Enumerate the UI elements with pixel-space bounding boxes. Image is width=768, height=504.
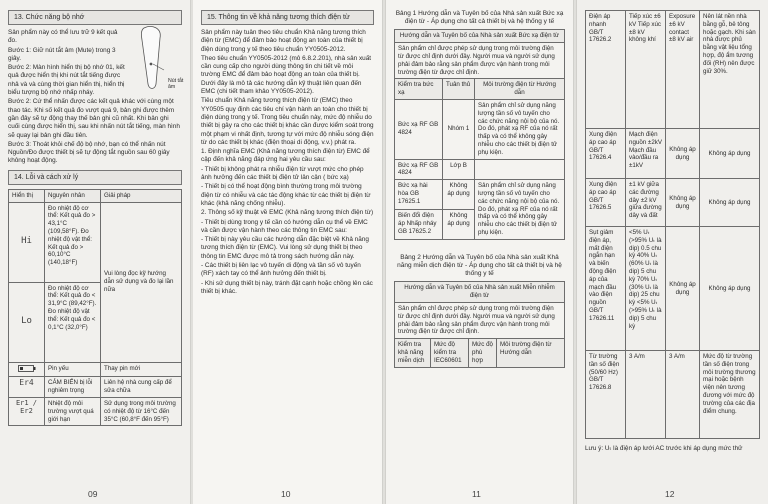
env-cell (475, 159, 565, 180)
cause-cell: CẢM BIẾN bị lỗi nghiêm trọng (45, 377, 101, 398)
emc-paragraph: - Các thiết bị liên lạc vô tuyến di động và tần số vô tuyến (RF) xách tay có thể ảnh hưởng đến thiết bị. (201, 262, 361, 278)
compliance-cell: Lớp B (443, 159, 475, 180)
table-1-header: Hướng dẫn và Tuyên bố của Nhà sản xuất Bức xạ điện từ (395, 30, 565, 43)
env-cell: Sản phẩm chỉ sử dụng năng lượng tần số vô tuyến cho các chức năng nội bộ của nó. Do đó, phát xạ RF của nó rất thấp và có thể không gây nhiễu cho các thiết bị điện tử phụ kiện. (475, 99, 565, 159)
display-er4: Er4 (19, 378, 34, 388)
test-cell: Bức xạ RF GB 4824 (395, 99, 443, 159)
page-number: 09 (88, 488, 98, 499)
display-er1-er2: Er1 / Er2 (15, 398, 38, 415)
table-row (9, 397, 182, 425)
memory-step-2: Bước 2: Màn hình hiển thị bộ nhớ 01, kết quả được hiển thị khi nút tắt tiếng được nhả và và cùng thời gian hiển thị, hiển thị biểu tượng bộ nhớ nhấp nháy. (8, 64, 125, 97)
col-iec-level: Mức độ kiểm tra IEC60601 (431, 339, 469, 367)
error-table (8, 189, 182, 427)
display-hi: Hi (21, 236, 32, 247)
test-cell: Xung điện áp cao áp GB/T 17626.5 (586, 179, 626, 227)
emc-paragraph: 2. Thông số kỹ thuật về EMC (Khả năng tương thích điện từ) (201, 209, 374, 217)
col-immunity-test: Kiểm tra khả năng miễn dịch (395, 339, 431, 367)
memory-step-1: Bước 1: Giữ nút tắt âm (Mute) trong 3 giây. (8, 46, 116, 62)
emc-paragraph: 1. Định nghĩa EMC (Khả năng tương thích điện từ) EMC để cập đến khả năng đáp ứng hai yêu cầu sau: (201, 148, 370, 164)
memory-intro: Sản phẩm này có thể lưu trữ 9 kết quả đo. (8, 29, 118, 45)
emc-paragraph: - Thiết bị này yêu cầu các hướng dẫn đặc biệt về Khả năng tương thích điện từ (EMC). Vui lòng sử dụng thiết bị theo thông tin EMC được mô tả trong sách hướng dẫn này. (201, 236, 369, 260)
compliance-cell: 3 A/m (666, 351, 700, 439)
solution-cell: Sử dụng trong môi trường có nhiệt độ từ 16°C đến 35°C (60,8°F đến 95°F) (101, 397, 182, 425)
display-lo: Lo (21, 316, 32, 327)
table-2-title: Bảng 2 Hướng dẫn và Tuyên bố của Nhà sản xuất Khả năng miễn dịch điện từ - Áp dụng cho tất cả thiết bị và hệ thống y tế (397, 253, 562, 278)
emc-paragraph: - Khi sử dụng thiết bị này, tránh đặt cạnh hoặc chồng lên các thiết bị khác. (201, 279, 373, 295)
test-cell: Bức xạ hài hòa GB 17625.1 (395, 180, 443, 210)
emc-paragraph: - Thiết bị không phát ra nhiễu điện từ vượt mức cho phép ảnh hưởng đến các thiết bị điện tử lân cận ( bức xạ) (201, 165, 364, 182)
compliance-cell: Không áp dụng (666, 179, 700, 227)
immunity-table-continued (585, 10, 760, 439)
table-2-header: Hướng dẫn và Tuyên bố của Nhà sản xuất Miễn nhiễm điện từ (395, 282, 565, 303)
immunity-table (394, 281, 565, 367)
cause-cell: Nhiệt độ môi trường vượt quá giới hạn (45, 397, 101, 425)
test-cell: Sụt giảm điện áp, mất điện ngắn hạn và biến động điện áp của mạch đầu vào điện nguồn GB/T 17626.11 (586, 227, 626, 351)
page-number: 10 (281, 488, 291, 499)
col-solution: Giải pháp (101, 189, 182, 202)
col-compliance: Tuân thủ (443, 79, 475, 100)
solution-cell: Thay pin mới (101, 362, 182, 377)
env-cell: Sản phẩm chỉ sử dụng năng lượng tần số vô tuyến cho các chức năng nội bộ của nó. Do đó, phát xạ RF của nó rất thấp và có thể không gây nhiễu cho các thiết bị điện tử phụ kiện. (475, 180, 565, 240)
test-cell: Bức xạ RF GB 4824 (395, 159, 443, 180)
emc-paragraph: Sản phẩm này tuân theo tiêu chuẩn Khả năng tương thích điện từ (EMC) để đảm bảo hoạt động an toàn của thiết bị điện dùng trong y tế theo tiêu chuẩn YY0505-2012. (201, 29, 366, 53)
table-row (395, 99, 565, 159)
table-1-title: Bảng 1 Hướng dẫn và Tuyên bố của Nhà sản xuất Bức xạ điện từ - Áp dụng cho tất cả thiết bị và hệ thống y tế (395, 10, 564, 26)
env-cell: Mức độ từ trường tần số điện trong môi trường thương mại hoặc bệnh viện nên tương đương với mức độ trường của các địa điểm chung. (700, 351, 760, 439)
level-cell: ±1 kV giữa các đường dây ±2 kV giữa đường dây và đất (626, 179, 666, 227)
table-2-intro: Sản phẩm chỉ được phép sử dụng trong môi trường điện từ được chỉ định dưới đây. Người mua và người sử dụng phải đảm bảo rằng sản phẩm được vận hành trong môi trường điện từ được chỉ định. (395, 302, 565, 338)
table-row (586, 11, 760, 129)
cause-cell: Đo nhiệt độ cơ thể: Kết quả đo < 31,9°C (89,42°F). Đo nhiệt độ vật thể: Kết quả đo < 0,1°C (32,0°F) (45, 282, 101, 362)
footnote: Lưu ý: Uₜ là điện áp lưới AC trước khi áp dụng mức thử (585, 445, 743, 452)
memory-step-3: Bước 2: Cứ thể nhấn được các kết quả khác với cùng một thao tác. Khi số kết quả đo vượt quá 9, bản ghi được thêm gần đây sẽ tự động thay thế bản ghi cũ nhất. Khi bản ghi cuối cùng được hiển thị, sau khi nhấn nút tắt tiếng, màn hình sẽ quay lại bản ghi đầu tiên. (8, 98, 180, 139)
env-cell: Không áp dụng (700, 227, 760, 351)
emission-table (394, 29, 565, 239)
solution-cell: Vui lòng đọc kỹ hướng dẫn sử dụng và đo lại lần nữa (101, 202, 182, 362)
memory-step-4: Bước 3: Thoát khỏi chế độ bộ nhớ, bạn có thể nhấn nút Nguồn/Đo được thiết bị sẽ tự động tắt nguồn sau 60 giây không hoạt động. (8, 140, 170, 165)
section-15-title: 15. Thông tin về khả năng tương thích điện từ (201, 10, 374, 25)
cause-cell: Pin yếu (45, 362, 101, 377)
test-cell: Biến đổi điện áp Nhấp nháy GB 17625.2 (395, 209, 443, 239)
table-row (586, 351, 760, 439)
battery-icon (18, 365, 36, 372)
col-display: Hiển thị (9, 189, 45, 202)
table-row (395, 159, 565, 180)
col-cause: Nguyên nhân (45, 189, 101, 202)
test-cell: Từ trường tần số điện (50/60 Hz) GB/T 17626.8 (586, 351, 626, 439)
emc-paragraph: - Thiết bị dùng trong y tế cần có hướng dẫn cụ thể về EMC và cần được vận hành theo các thông tin EMC sau: (201, 218, 368, 234)
cause-cell: Đo nhiệt độ cơ thể: Kết quả đo > 43,1°C (109,58°F). Đo nhiệt độ vật thể: Kết quả đo > 60,10°C (140,18°F) (45, 202, 101, 282)
table-row (586, 129, 760, 179)
level-cell: <5% Uₜ (>95% Uₜ là dip) 0.5 chu kỳ 40% Uₜ (60% Uₜ là dip) 5 chu kỳ 70% Uₜ (30% Uₜ là dip) 25 chu kỳ <5% Uₜ (>95% Uₜ là dip) 5 chu kỳ (626, 227, 666, 351)
emc-body (201, 29, 374, 296)
page-10 (193, 0, 382, 504)
table-1-intro: Sản phẩm chỉ được phép sử dụng trong môi trường điện từ được chỉ định dưới đây. Người mua và người sử dụng phải đảm bảo rằng sản phẩm được vận hành trong môi trường điện từ được chỉ định. (395, 43, 565, 79)
section-13-title: 13. Chức năng bộ nhớ (8, 10, 182, 25)
emc-paragraph: - Thiết bị có thể hoạt động bình thường trong môi trường điện từ có nhiễu và các tác động khác từ các thiết bị điện từ khác (khả năng chống nhiễu). (201, 183, 371, 207)
compliance-cell: Không áp dụng (666, 227, 700, 351)
compliance-cell: Nhóm 1 (443, 99, 475, 159)
level-cell: 3 A/m (626, 351, 666, 439)
table-row (586, 227, 760, 351)
env-cell: Nên lát nền nhà bằng gỗ, bê tông hoặc gạch. Khi sàn nhà được phủ bằng vật liệu tổng hợp, độ ẩm tương đối (RH) nên được giữ 30%. (700, 11, 760, 129)
col-environment: Môi trường điện từ Hướng dẫn (475, 79, 565, 100)
test-cell: Xung điện áp cao áp GB/T 17626.4 (586, 129, 626, 179)
level-cell: Mạch điện nguồn ±2kV Mạch đầu vào/đầu ra ±1kV (626, 129, 666, 179)
level-cell: Tiếp xúc ±6 kV Tiếp xúc ±8 kV không khí (626, 11, 666, 129)
page-9 (0, 0, 190, 504)
env-cell: Không áp dụng (700, 129, 760, 179)
col-compliance-level: Mức độ phù hợp (469, 339, 497, 367)
page-12 (577, 0, 768, 504)
table-row (9, 202, 182, 282)
env-cell: Không áp dụng (700, 179, 760, 227)
page-number: 12 (665, 488, 675, 499)
table-row (9, 377, 182, 398)
compliance-cell: Không áp dụng (443, 209, 475, 239)
table-row (586, 179, 760, 227)
col-test: Kiểm tra bức xạ (395, 79, 443, 100)
col-environment: Môi trường điện từ Hướng dẫn (497, 339, 565, 367)
page-11 (386, 0, 573, 504)
table-row (395, 180, 565, 210)
emc-paragraph: Theo tiêu chuẩn YY0505-2012 (mô 6.8.2.201), nhà sản xuất cần cung cấp cho người dùng thông tin chi tiết về môi trường EMC để đảm bảo hoạt động an toàn của thiết bị. Dưới đây là mô tả các hướng dẫn kỹ thuật liên quan đến EMC (chi tiết tham khảo YY0505-2012). (201, 54, 372, 96)
page-number: 11 (472, 488, 481, 499)
compliance-cell: Không áp dụng (443, 180, 475, 210)
table-row (9, 362, 182, 377)
test-cell: Điện áp nhanh GB/T 17626.2 (586, 11, 626, 129)
solution-cell: Liên hệ nhà cung cấp để sửa chữa (101, 377, 182, 398)
mute-button-label: Nút tắt âm (168, 78, 184, 90)
emc-paragraph: Tiêu chuẩn Khả năng tương thích điện từ (EMC) theo YY0505 quy định các tiêu chí vận hành an toàn cho thiết bị điện dùng trong y tế. Trong tiêu chuẩn này, mức độ nhiễu do thiết bị gây ra cho các thiết bị khác cần được kiểm soát trong một phạm vi nhất định, tương tự với mức độ nhiễu sóng điện từ do các thiết bị khác (điện thoại di động, v.v.) phát ra. (201, 97, 374, 146)
compliance-cell: Không áp dụng (666, 129, 700, 179)
compliance-cell: Exposure ±6 kV contact ±8 kV air (666, 11, 700, 129)
section-14-title: 14. Lỗi và cách xử lý (8, 170, 182, 185)
